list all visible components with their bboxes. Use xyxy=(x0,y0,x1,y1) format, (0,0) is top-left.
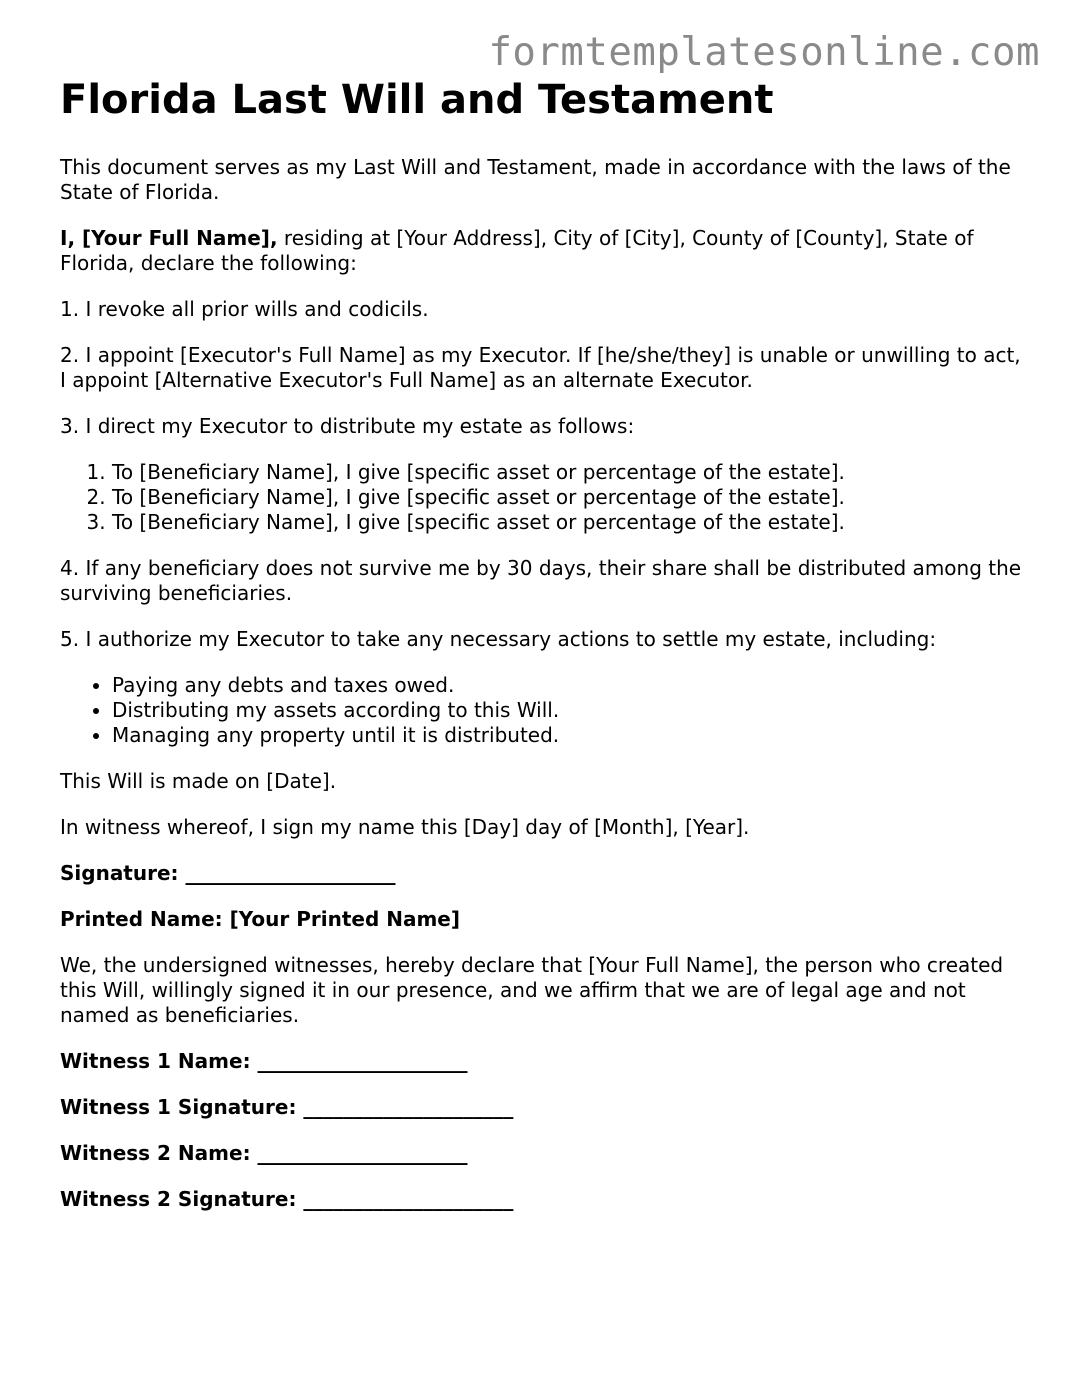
power-item: • Distributing my assets according to this Will. xyxy=(112,698,1030,723)
signature-label: Signature: _____________________ xyxy=(60,861,396,885)
witness-1-signature-label: Witness 1 Signature: _____________________ xyxy=(60,1095,514,1119)
declarant-name: I, [Your Full Name], xyxy=(60,226,278,250)
witness-1-name-field[interactable] xyxy=(60,1049,1030,1074)
bequest-item: 3. To [Beneficiary Name], I give [specific asset or percentage of the estate]. xyxy=(112,510,1030,535)
witness-2-name-field[interactable] xyxy=(60,1141,1030,1166)
document-body xyxy=(60,155,1030,1233)
witness-2-signature-label: Witness 2 Signature: _____________________ xyxy=(60,1187,514,1211)
date-line: This Will is made on [Date]. xyxy=(60,769,337,793)
executor-powers-list xyxy=(60,673,1030,748)
witness-2-signature-field[interactable] xyxy=(60,1187,1030,1212)
clause-3: 3. I direct my Executor to distribute my estate as follows: xyxy=(60,414,635,438)
clause-1: 1. I revoke all prior wills and codicils. xyxy=(60,297,429,321)
bequest-item: 1. To [Beneficiary Name], I give [specific asset or percentage of the estate]. xyxy=(112,460,1030,485)
witness-1-name-label: Witness 1 Name: _____________________ xyxy=(60,1049,468,1073)
clause-2: 2. I appoint [Executor's Full Name] as my Executor. If [he/she/they] is unable or unwilling to act, I appoint [Alternative Executor's Full Name] as an alternate Executor. xyxy=(60,343,1021,392)
clause-4: 4. If any beneficiary does not survive me by 30 days, their share shall be distributed among the surviving beneficiaries. xyxy=(60,556,1022,605)
clause-5: 5. I authorize my Executor to take any necessary actions to settle my estate, including: xyxy=(60,627,937,651)
printed-name-field xyxy=(60,907,1030,932)
witness-2-name-label: Witness 2 Name: _____________________ xyxy=(60,1141,468,1165)
bequest-item: 2. To [Beneficiary Name], I give [specific asset or percentage of the estate]. xyxy=(112,485,1030,510)
intro-paragraph: This document serves as my Last Will and Testament, made in accordance with the laws of the State of Florida. xyxy=(60,155,1011,204)
declaration-text: residing at [Your Address], City of [City], County of [County], State of Florida, declare the following: xyxy=(60,226,974,275)
watermark-text: formtemplatesonline.com xyxy=(488,30,1040,75)
witness-1-signature-field[interactable] xyxy=(60,1095,1030,1120)
printed-name-label: Printed Name: [Your Printed Name] xyxy=(60,907,461,931)
declaration-paragraph xyxy=(60,226,1030,276)
witness-declaration: We, the undersigned witnesses, hereby declare that [Your Full Name], the person who created this Will, willingly signed it in our presence, and we affirm that we are of legal age and not named as beneficiaries. xyxy=(60,953,1004,1027)
signature-field[interactable] xyxy=(60,861,1030,886)
power-item: • Paying any debts and taxes owed. xyxy=(112,673,1030,698)
power-item: • Managing any property until it is distributed. xyxy=(112,723,1030,748)
page-title: Florida Last Will and Testament xyxy=(60,77,774,123)
bequest-list xyxy=(60,460,1030,535)
witness-whereof-line: In witness whereof, I sign my name this [Day] day of [Month], [Year]. xyxy=(60,815,750,839)
